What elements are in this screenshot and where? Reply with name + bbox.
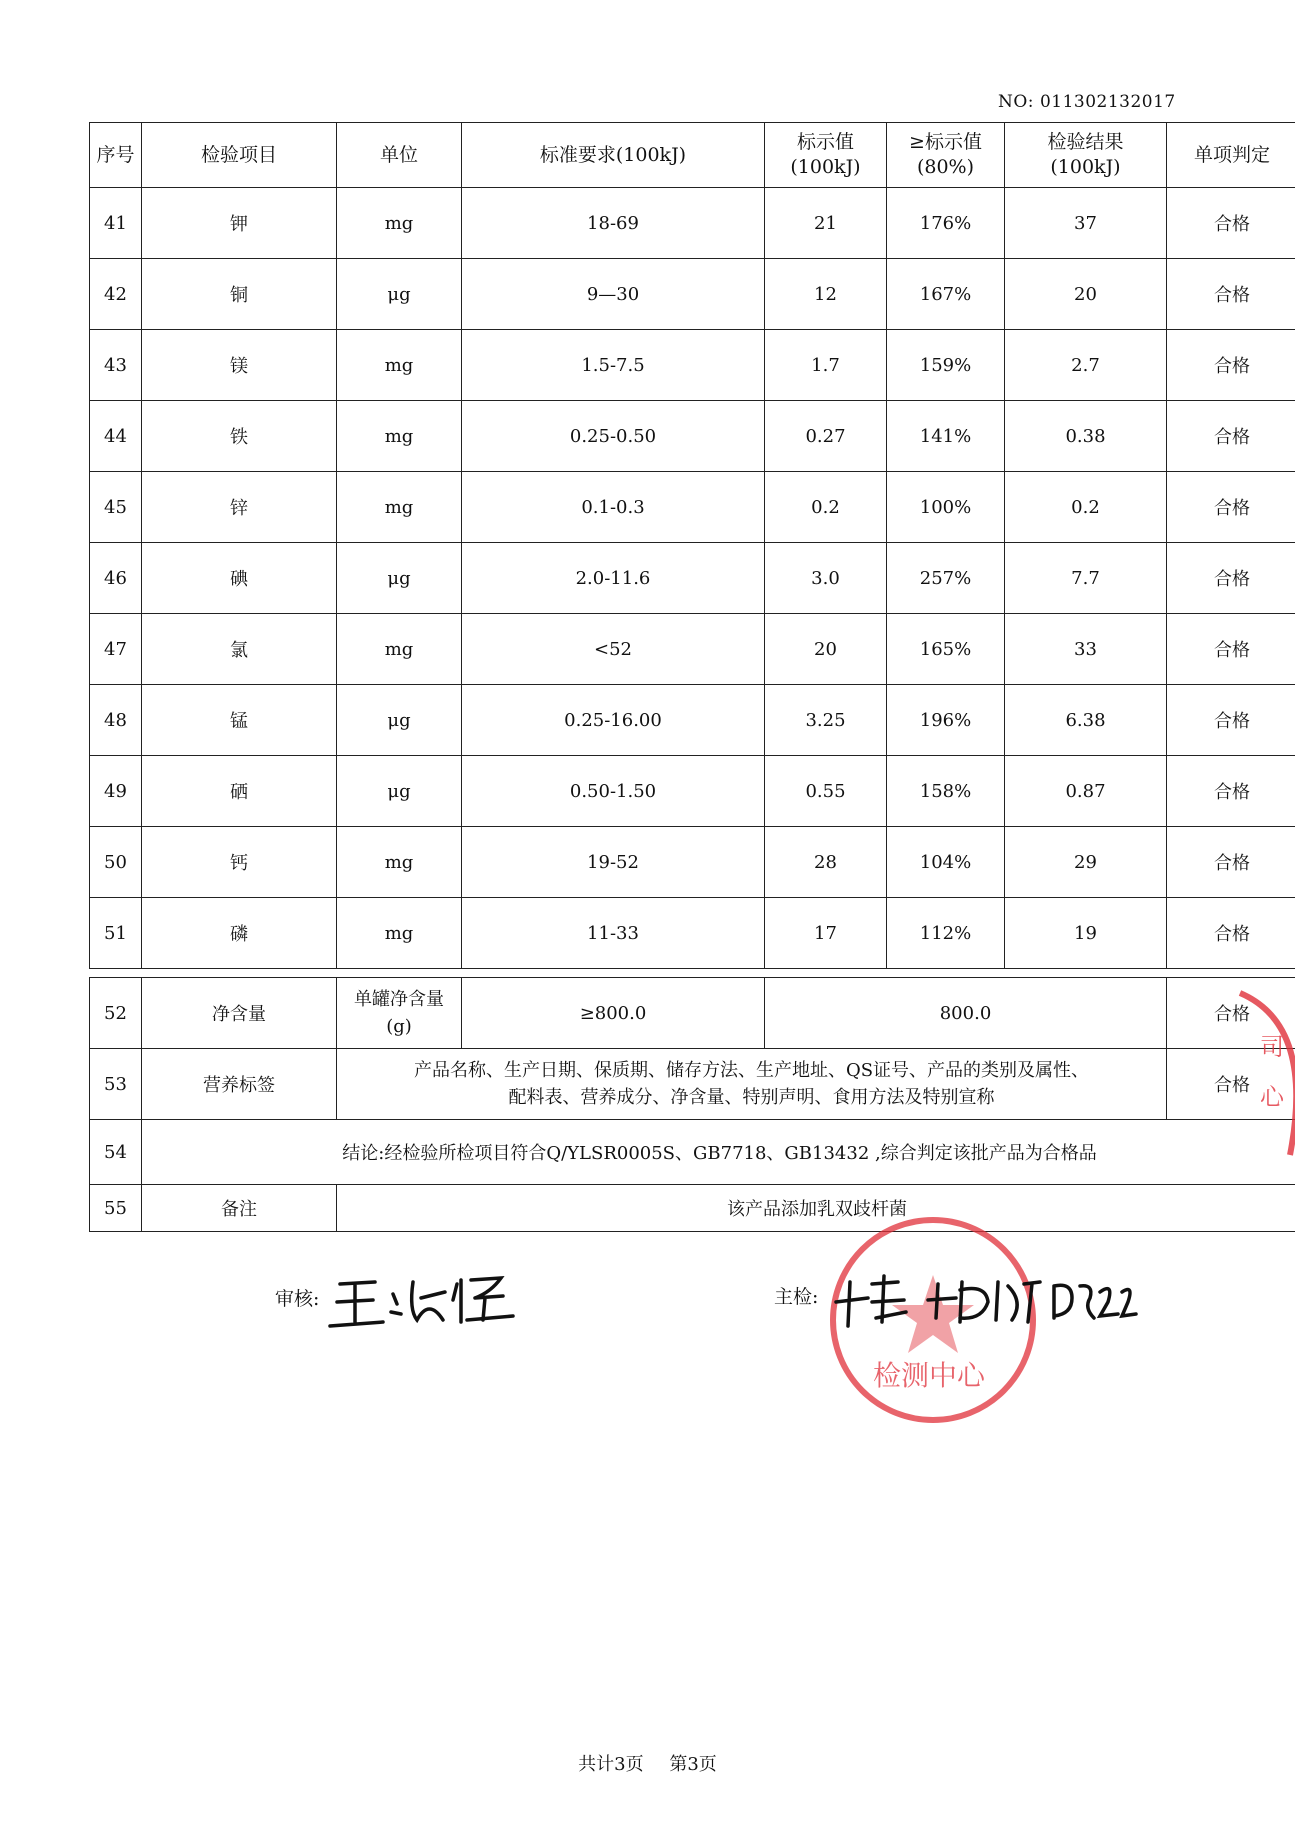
row-verdict: 合格 <box>1167 188 1295 259</box>
header-seq: 序号 <box>90 123 142 188</box>
table-row <box>90 330 1295 401</box>
row-verdict: 合格 <box>1167 685 1295 756</box>
row-unit: mg <box>337 614 462 685</box>
inspector-signature <box>828 1262 1138 1334</box>
row-standard: 11-33 <box>462 898 765 969</box>
row-item: 硒 <box>142 756 337 827</box>
row-ratio: 165% <box>887 614 1005 685</box>
table-row-52 <box>90 978 1295 1049</box>
row-label-value: 12 <box>765 259 887 330</box>
row-standard: 18-69 <box>462 188 765 259</box>
row-result: 7.7 <box>1005 543 1167 614</box>
row-ratio: 167% <box>887 259 1005 330</box>
row-label-value: 20 <box>765 614 887 685</box>
conclusion-text: 结论:经检验所检项目符合Q/YLSR0005S、GB7718、GB13432 ,综合判定该批产品为合格品 <box>142 1120 1295 1185</box>
row-label-value: 17 <box>765 898 887 969</box>
row-result: 800.0 <box>765 978 1167 1049</box>
row-number: 43 <box>90 330 142 401</box>
row-label-value: 28 <box>765 827 887 898</box>
row-ratio: 257% <box>887 543 1005 614</box>
row-verdict: 合格 <box>1167 756 1295 827</box>
row-result: 29 <box>1005 827 1167 898</box>
row-item: 钙 <box>142 827 337 898</box>
row-number: 55 <box>90 1185 142 1232</box>
row-result: 37 <box>1005 188 1167 259</box>
table-row <box>90 756 1295 827</box>
table-row-54 <box>90 1120 1295 1185</box>
report-number: NO: 011302132017 <box>998 92 1176 112</box>
row-item: 铁 <box>142 401 337 472</box>
row-standard: <52 <box>462 614 765 685</box>
table-body <box>90 188 1295 969</box>
row-verdict: 合格 <box>1167 1049 1295 1120</box>
inspection-table <box>89 122 1295 1232</box>
row-verdict: 合格 <box>1167 898 1295 969</box>
table-row <box>90 685 1295 756</box>
svg-text:司: 司 <box>1260 1033 1284 1061</box>
header-ratio: ≥标示值 (80%) <box>887 123 1005 188</box>
table-gap <box>90 969 1295 978</box>
row-verdict: 合格 <box>1167 330 1295 401</box>
row-unit: μg <box>337 543 462 614</box>
header-result: 检验结果 (100kJ) <box>1005 123 1167 188</box>
row-result: 2.7 <box>1005 330 1167 401</box>
row-verdict: 合格 <box>1167 401 1295 472</box>
row-ratio: 104% <box>887 827 1005 898</box>
header-standard: 标准要求(100kJ) <box>462 123 765 188</box>
row-standard: 2.0-11.6 <box>462 543 765 614</box>
row-unit: mg <box>337 330 462 401</box>
row-verdict: 合格 <box>1167 543 1295 614</box>
row-label-value: 1.7 <box>765 330 887 401</box>
row-standard: 0.50-1.50 <box>462 756 765 827</box>
row-number: 44 <box>90 401 142 472</box>
row-ratio: 159% <box>887 330 1005 401</box>
row-item: 镁 <box>142 330 337 401</box>
row-item: 铜 <box>142 259 337 330</box>
row-number: 52 <box>90 978 142 1049</box>
svg-text:检测中心: 检测中心 <box>873 1359 986 1392</box>
row-label-value: 3.25 <box>765 685 887 756</box>
row-unit: mg <box>337 472 462 543</box>
row-unit: 单罐净含量 (g) <box>337 978 462 1049</box>
row-standard: 9—30 <box>462 259 765 330</box>
row-item: 锰 <box>142 685 337 756</box>
table-row <box>90 188 1295 259</box>
row-label-content: 产品名称、生产日期、保质期、储存方法、生产地址、QS证号、产品的类别及属性、 配料表、营养成分、净含量、特别声明、食用方法及特别宣称 <box>337 1049 1167 1120</box>
row-verdict: 合格 <box>1167 827 1295 898</box>
row-item: 备注 <box>142 1185 337 1232</box>
page-total: 共计3页 <box>578 1754 644 1775</box>
row-number: 54 <box>90 1120 142 1185</box>
row-item: 净含量 <box>142 978 337 1049</box>
row-result: 33 <box>1005 614 1167 685</box>
row-standard: 0.25-0.50 <box>462 401 765 472</box>
reviewer-label: 审核: <box>275 1288 320 1310</box>
row-item: 磷 <box>142 898 337 969</box>
row-number: 50 <box>90 827 142 898</box>
table-header-row <box>90 123 1295 188</box>
row-ratio: 112% <box>887 898 1005 969</box>
table-row-53 <box>90 1049 1295 1120</box>
row-verdict: 合格 <box>1167 472 1295 543</box>
table-row <box>90 827 1295 898</box>
row-standard: 0.1-0.3 <box>462 472 765 543</box>
row-result: 0.2 <box>1005 472 1167 543</box>
table-row <box>90 472 1295 543</box>
row-number: 51 <box>90 898 142 969</box>
header-item: 检验项目 <box>142 123 337 188</box>
page-current: 第3页 <box>669 1754 717 1775</box>
row-label-value: 0.55 <box>765 756 887 827</box>
row-item: 碘 <box>142 543 337 614</box>
partial-stamp-icon <box>1220 985 1295 1165</box>
table-row <box>90 543 1295 614</box>
row-ratio: 196% <box>887 685 1005 756</box>
row-ratio: 158% <box>887 756 1005 827</box>
row-standard: 0.25-16.00 <box>462 685 765 756</box>
row-verdict: 合格 <box>1167 978 1295 1049</box>
table-row-55 <box>90 1185 1295 1232</box>
row-label-value: 0.27 <box>765 401 887 472</box>
svg-text:心: 心 <box>1260 1083 1284 1111</box>
row-item: 营养标签 <box>142 1049 337 1120</box>
header-verdict: 单项判定 <box>1167 123 1295 188</box>
row-number: 53 <box>90 1049 142 1120</box>
table-row <box>90 614 1295 685</box>
row-unit: μg <box>337 756 462 827</box>
row-verdict: 合格 <box>1167 259 1295 330</box>
row-unit: μg <box>337 685 462 756</box>
row-standard: 19-52 <box>462 827 765 898</box>
row-item: 钾 <box>142 188 337 259</box>
row-result: 0.38 <box>1005 401 1167 472</box>
table-row <box>90 259 1295 330</box>
row-number: 47 <box>90 614 142 685</box>
table-row <box>90 898 1295 969</box>
row-number: 45 <box>90 472 142 543</box>
row-ratio: 141% <box>887 401 1005 472</box>
row-label-value: 21 <box>765 188 887 259</box>
row-result: 6.38 <box>1005 685 1167 756</box>
table-row <box>90 401 1295 472</box>
row-item: 锌 <box>142 472 337 543</box>
row-standard: ≥800.0 <box>462 978 765 1049</box>
header-unit: 单位 <box>337 123 462 188</box>
reviewer-signature <box>325 1262 520 1340</box>
row-unit: mg <box>337 401 462 472</box>
row-number: 41 <box>90 188 142 259</box>
row-label-value: 0.2 <box>765 472 887 543</box>
row-verdict: 合格 <box>1167 614 1295 685</box>
row-result: 20 <box>1005 259 1167 330</box>
row-number: 48 <box>90 685 142 756</box>
remark-text: 该产品添加乳双歧杆菌 <box>337 1185 1295 1232</box>
row-number: 49 <box>90 756 142 827</box>
row-number: 46 <box>90 543 142 614</box>
row-unit: mg <box>337 827 462 898</box>
row-unit: mg <box>337 898 462 969</box>
row-result: 19 <box>1005 898 1167 969</box>
inspector-label: 主检: <box>774 1286 819 1308</box>
row-number: 42 <box>90 259 142 330</box>
page-footer <box>0 1750 1295 1776</box>
header-label-value: 标示值 (100kJ) <box>765 123 887 188</box>
row-ratio: 176% <box>887 188 1005 259</box>
row-unit: μg <box>337 259 462 330</box>
row-label-value: 3.0 <box>765 543 887 614</box>
row-ratio: 100% <box>887 472 1005 543</box>
row-result: 0.87 <box>1005 756 1167 827</box>
row-standard: 1.5-7.5 <box>462 330 765 401</box>
row-unit: mg <box>337 188 462 259</box>
row-item: 氯 <box>142 614 337 685</box>
